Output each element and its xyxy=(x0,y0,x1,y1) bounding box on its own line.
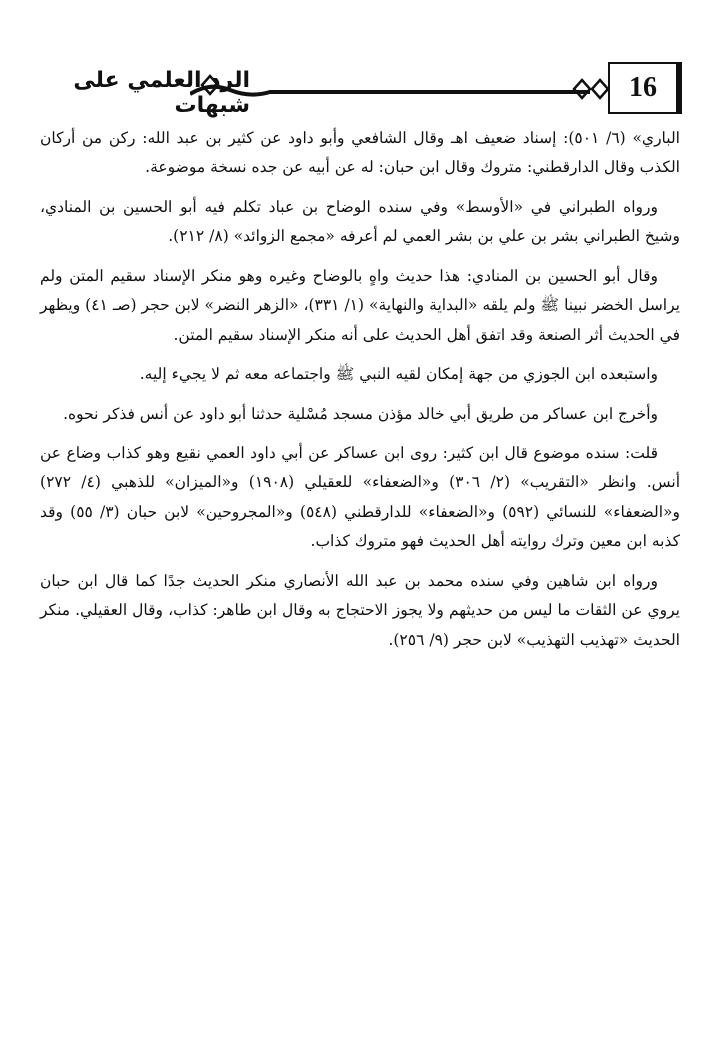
header-title: الرد العلمي على شبهات xyxy=(73,68,250,118)
paragraph: ورواه الطبراني في «الأوسط» وفي سنده الوضاح بن عباد تكلم فيه أبو الحسين بن المنادي، وشيخ الطبراني بشر بن علي بن بشر العمي لم أعرفه «مجمع الزوائد» (٨/ ٢١٢). xyxy=(40,197,680,246)
page-body xyxy=(40,124,680,665)
page-number: 16 xyxy=(608,62,682,114)
page-header xyxy=(20,52,682,118)
header-ornament xyxy=(190,72,608,106)
paragraph: وقال أبو الحسين بن المنادي: هذا حديث واهٍ بالوضاح وغيره وهو منكر الإسناد سقيم المتن ولم يراسل الخضر نبينا ﷺ ولم يلقه «البداية والنهاية» (١/ ٣٣١)، «الزهر النضر» لابن حجر (صـ ٤١) ويظهر في الحديث أثر الصنعة وقد اتفق أهل الحديث على أنه منكر الإسناد سقيم المتن. xyxy=(40,266,680,344)
paragraph: واستبعده ابن الجوزي من جهة إمكان لقيه النبي ﷺ واجتماعه معه ثم لا يجيء إليه. xyxy=(139,365,658,384)
paragraph: وأخرج ابن عساكر من طريق أبي خالد مؤذن مسجد مُسْلية حدثنا أبو داود عن أنس فذكر نحوه. xyxy=(63,404,658,423)
paragraph: ورواه ابن شاهين وفي سنده محمد بن عبد الله الأنصاري منكر الحديث جدًا كما قال ابن حبان يروي عن الثقات ما ليس من حديثهم ولا يجوز الاحتجاج به وقال ابن طاهر: كذاب، وقال العقيلي. منكر الحديث «تهذيب التهذيب» لابن حجر (٩/ ٢٥٦). xyxy=(40,571,680,649)
paragraph: قلت: سنده موضوع قال ابن كثير: روى ابن عساكر عن أبي داود العمي نقيع وهو كذاب وضاع عن أنس. وانظر «التقريب» (٢/ ٣٠٦) و«الضعفاء» للعقيلي (١٩٠٨) و«الميزان» للذهبي (٤/ ٢٧٢) و«الضعفاء» للنسائي (٥٩٢) و«الضعفاء» للدارقطني (٥٤٨) و«المجروحين» لابن حبان (٣/ ٥٥) وقد كذبه ابن معين وترك روايته أهل الحديث فهو متروك كذاب. xyxy=(40,443,681,551)
paragraph: الباري» (٦/ ٥٠١): إسناد ضعيف اهـ وقال الشافعي وأبو داود عن كثير بن عبد الله: ركن من أركان الكذب وقال الدارقطني: متروك وقال ابن حبان: له عن أبيه عن جده نسخة موضوعة. xyxy=(40,129,680,177)
